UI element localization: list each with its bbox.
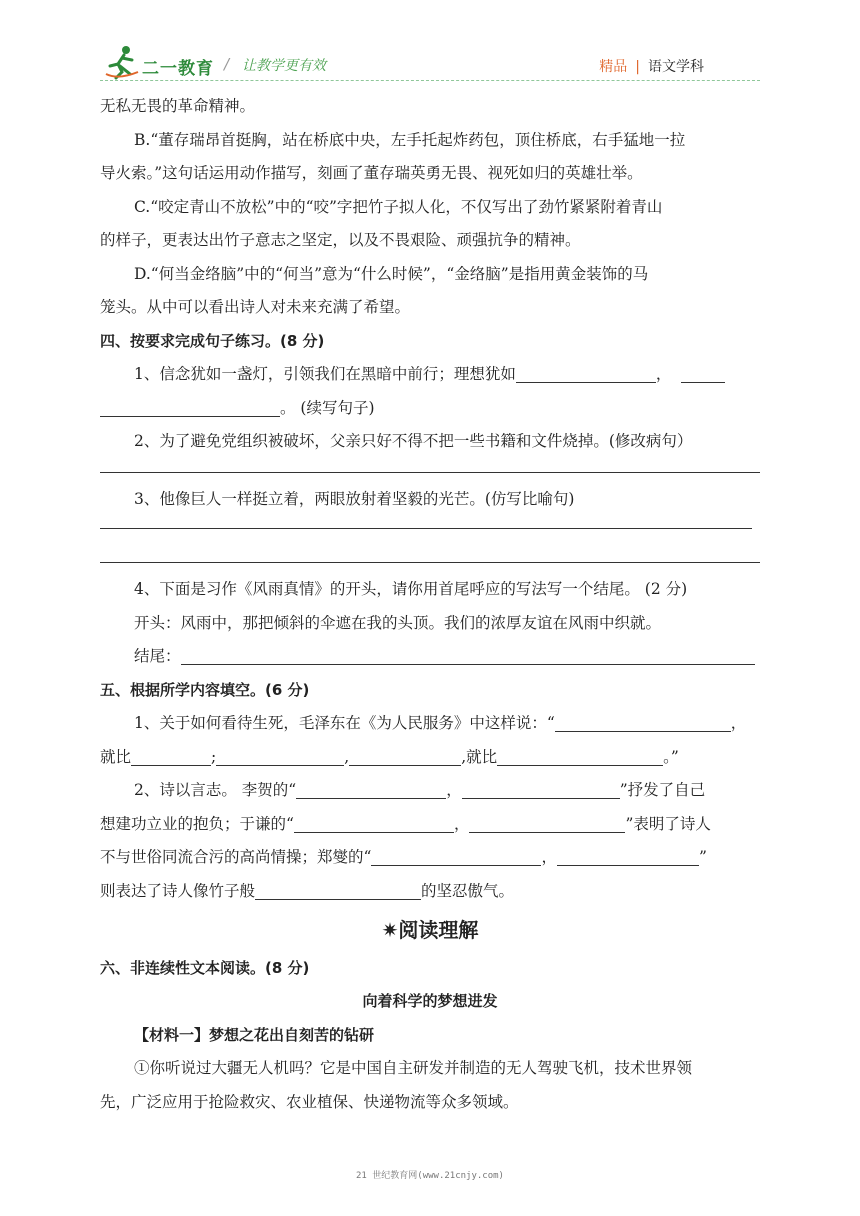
section-four-heading: 四、按要求完成句子练习。(8 分) bbox=[100, 331, 325, 350]
section-six-heading: 六、非连续性文本阅读。(8 分) bbox=[100, 958, 310, 977]
tag-divider: | bbox=[635, 59, 640, 75]
header-rule bbox=[100, 80, 760, 81]
option-b-line: B.“董存瑞昂首挺胸，站在桥底中央，左手托起炸药包，顶住桥底，右手猛地一拉 bbox=[134, 130, 686, 149]
fill-2-text: ”表明了诗人 bbox=[625, 814, 711, 833]
fill-1-text: 就比 bbox=[100, 747, 132, 766]
fill-2-text: ”抒发了自己 bbox=[619, 781, 706, 799]
logo bbox=[104, 44, 214, 84]
question-1-line bbox=[100, 358, 760, 392]
page-header bbox=[0, 0, 860, 90]
fill-2-line bbox=[100, 875, 760, 909]
answer-blank[interactable] bbox=[131, 745, 211, 766]
option-c-line: C.“咬定青山不放松”中的“咬”字把竹子拟人化，不仅写出了劲竹紧紧附着青山 bbox=[134, 197, 663, 216]
question-2-text: 2、为了避免党组织被破坏，父亲只好不得不把一些书籍和文件烧掉。(修改病句） bbox=[134, 432, 693, 450]
answer-blank[interactable] bbox=[349, 745, 461, 766]
fill-2-line bbox=[100, 841, 760, 875]
fill-2-line bbox=[100, 808, 760, 842]
question-4-ending bbox=[100, 640, 760, 674]
punct: , bbox=[344, 747, 350, 766]
ending-label: 结尾： bbox=[134, 647, 181, 665]
punct: ， bbox=[730, 714, 747, 732]
punct: 。” bbox=[663, 747, 679, 766]
logo-text: 二一教育 bbox=[142, 59, 214, 79]
answer-blank[interactable] bbox=[296, 778, 446, 799]
answer-blank[interactable] bbox=[294, 812, 454, 833]
section-five-heading: 五、根据所学内容填空。(6 分) bbox=[100, 680, 310, 699]
answer-line[interactable] bbox=[100, 527, 752, 529]
answer-blank[interactable] bbox=[497, 745, 663, 766]
answer-line[interactable] bbox=[100, 561, 760, 563]
answer-blank[interactable] bbox=[216, 745, 344, 766]
punct: ， bbox=[655, 365, 672, 383]
fill-1-line bbox=[100, 741, 760, 775]
fill-2-text: 则表达了诗人像竹子般 bbox=[100, 881, 256, 900]
answer-blank[interactable] bbox=[181, 644, 755, 665]
answer-blank[interactable] bbox=[516, 362, 656, 383]
punct: ; bbox=[211, 747, 217, 766]
option-c-line: 的样子，更表达出竹子意志之坚定，以及不畏艰险、顽强抗争的精神。 bbox=[100, 231, 581, 249]
paragraph-line: 先，广泛应用于抢险救灾、农业植保、快递物流等众多领域。 bbox=[100, 1092, 519, 1111]
question-1-text: 1、信念犹如一盏灯，引领我们在黑暗中前行；理想犹如 bbox=[134, 365, 516, 383]
fill-1-text: ,就比 bbox=[461, 747, 498, 766]
fill-1-line bbox=[100, 707, 760, 741]
reading-heading: ✷阅读理解 bbox=[381, 918, 479, 942]
fill-2-text: 想建功立业的抱负；于谦的“ bbox=[100, 814, 294, 833]
question-4-opening: 开头：风雨中，那把倾斜的伞遮在我的头顶。我们的浓厚友谊在风雨中织就。 bbox=[134, 613, 662, 632]
header-tags bbox=[599, 56, 704, 76]
fill-2-text: 不与世俗同流合污的高尚情操；郑燮的“ bbox=[100, 848, 372, 866]
question-3-text: 3、他像巨人一样挺立着，两眼放射着坚毅的光芒。(仿写比喻句) bbox=[134, 489, 575, 508]
answer-line[interactable] bbox=[100, 471, 760, 473]
page-footer: 21 世纪教育网(www.21cnjy.com) bbox=[356, 1171, 504, 1181]
fill-2-text: 2、诗以言志。 李贺的“ bbox=[134, 781, 297, 799]
running-man-logo-icon bbox=[104, 44, 140, 80]
header-divider: / bbox=[224, 55, 230, 73]
option-d-line: 笼头。从中可以看出诗人对未来充满了希望。 bbox=[100, 298, 411, 316]
header-slogan: 让教学更有效 bbox=[242, 58, 326, 74]
answer-blank[interactable] bbox=[100, 396, 280, 417]
paragraph-line: ①你听说过大疆无人机吗？它是中国自主研发并制造的无人驾驶飞机，技术世界领 bbox=[134, 1059, 693, 1077]
punct: ， bbox=[453, 814, 470, 833]
material-one-heading: 【材料一】梦想之花出自刻苦的钻研 bbox=[134, 1025, 375, 1044]
fill-2-line bbox=[100, 774, 760, 808]
option-b-line: 导火索。”这句话运用动作描写，刻画了董存瑞英勇无畏、视死如归的英雄壮举。 bbox=[100, 164, 643, 182]
document-body bbox=[100, 90, 760, 1119]
subject-label: 语文学科 bbox=[648, 59, 704, 75]
answer-blank[interactable] bbox=[681, 362, 725, 383]
answer-blank[interactable] bbox=[371, 845, 541, 866]
answer-blank[interactable] bbox=[462, 778, 620, 799]
punct: ” bbox=[698, 848, 707, 866]
punct: ， bbox=[446, 781, 462, 799]
question-4-text: 4、下面是习作《风雨真情》的开头，请你用首尾呼应的写法写一个结尾。 (2 分) bbox=[134, 580, 688, 598]
fill-2-text: 的坚忍傲气。 bbox=[421, 881, 515, 900]
article-title: 向着科学的梦想进发 bbox=[362, 992, 498, 1010]
answer-blank[interactable] bbox=[469, 812, 625, 833]
question-1-instruction: 。 (续写句子) bbox=[280, 398, 375, 417]
answer-blank[interactable] bbox=[255, 879, 421, 900]
question-1-line bbox=[100, 392, 760, 426]
premium-badge: 精品 bbox=[599, 59, 628, 75]
text-line: 无私无畏的革命精神。 bbox=[100, 97, 256, 115]
option-d-line: D.“何当金络脑”中的“何当”意为“什么时候”，“金络脑”是指用黄金装饰的马 bbox=[134, 264, 649, 283]
answer-blank[interactable] bbox=[557, 845, 699, 866]
answer-blank[interactable] bbox=[555, 711, 731, 732]
punct: ， bbox=[541, 848, 557, 866]
fill-1-text: 1、关于如何看待生死，毛泽东在《为人民服务》中这样说：“ bbox=[134, 714, 555, 732]
